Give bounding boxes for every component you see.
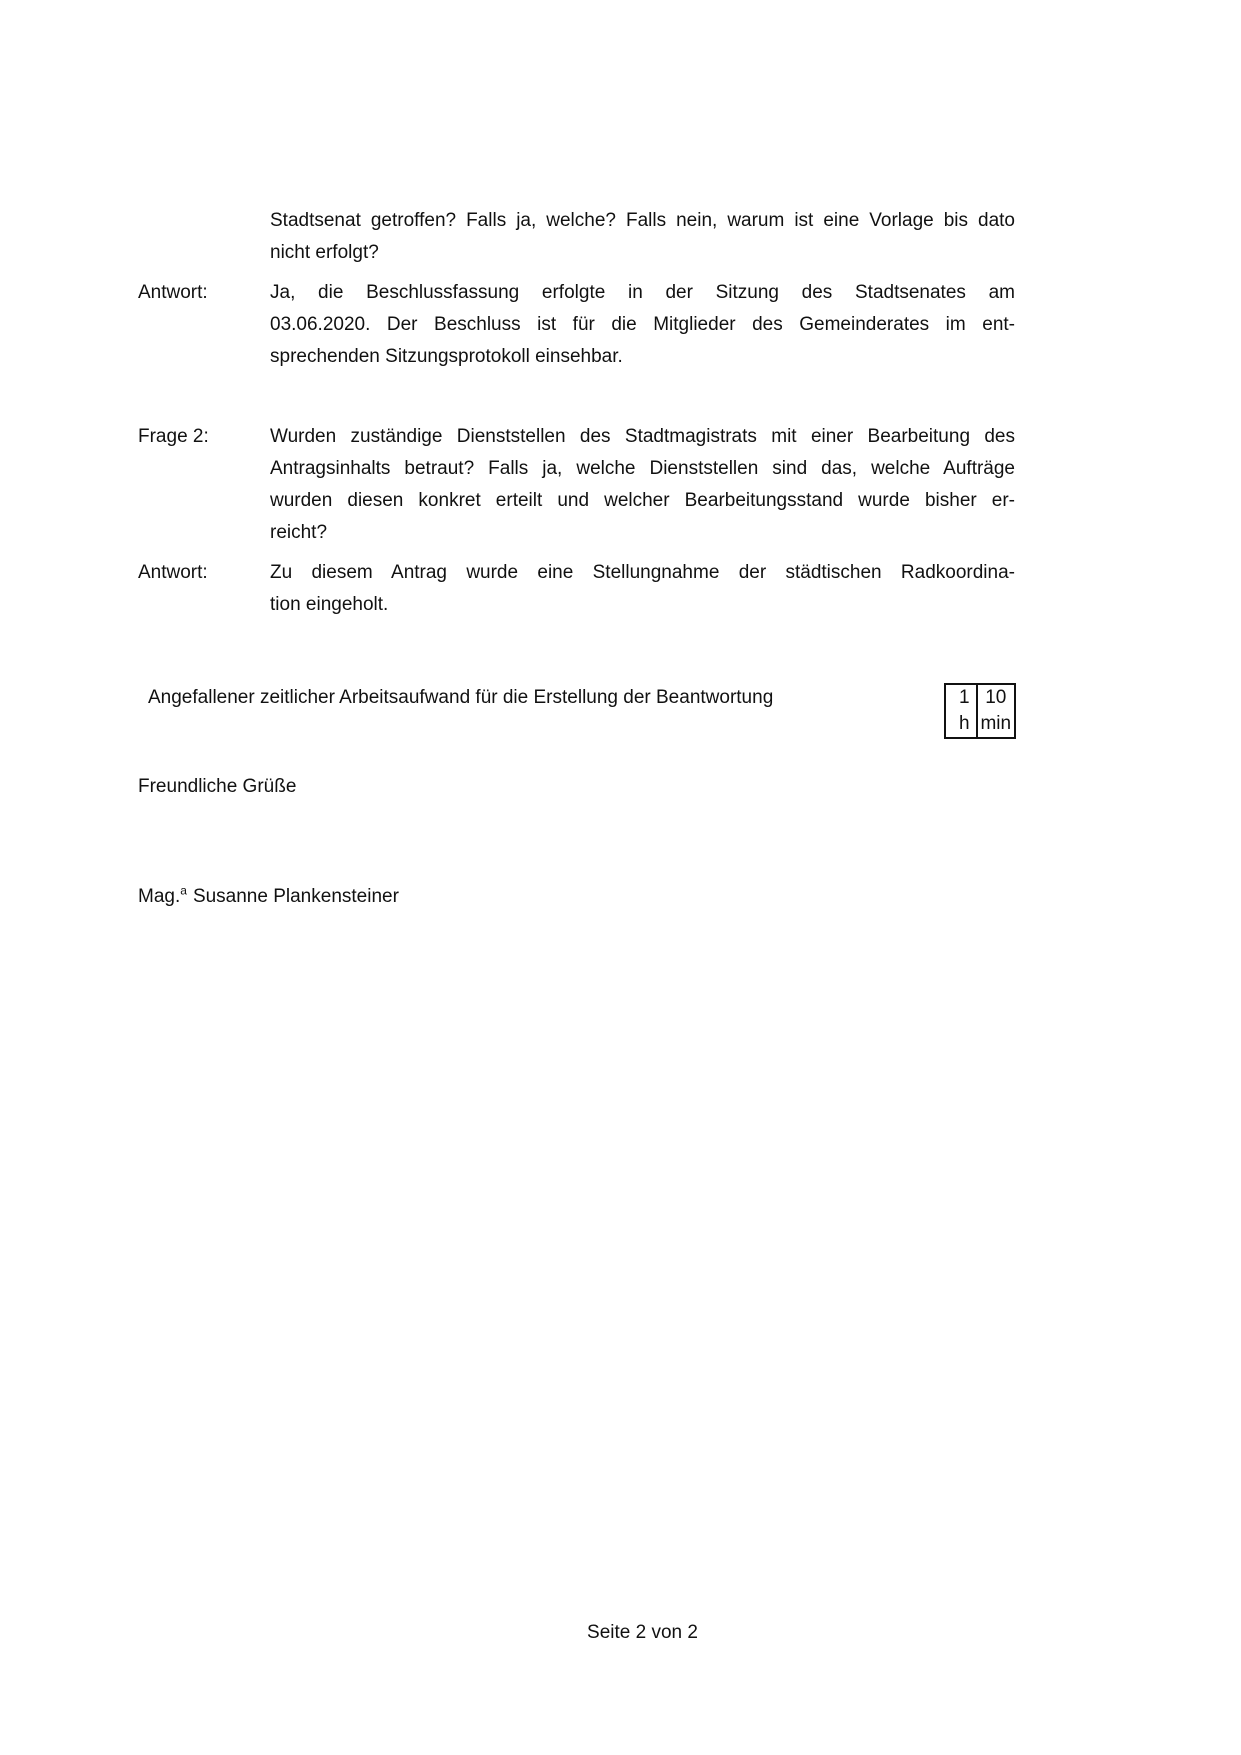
effort-table-row bbox=[945, 684, 1015, 738]
question1-continuation-block bbox=[138, 205, 1016, 269]
signature-name: Susanne Plankensteiner bbox=[192, 886, 399, 907]
text-line: 03.06.2020. Der Beschluss ist für die Mitglieder des Gemeinderates im ent- bbox=[270, 314, 1015, 335]
page-footer bbox=[270, 1617, 1015, 1649]
effort-hours-cell: 1 h bbox=[945, 684, 977, 738]
answer2-block bbox=[138, 557, 1016, 621]
document-content bbox=[138, 205, 1016, 913]
effort-label: Angefallener zeitlicher Arbeitsaufwand für die Erstellung der Beantwortung bbox=[148, 687, 774, 708]
signature-title-superscript: a bbox=[180, 883, 187, 898]
text-line: nicht erfolgt? bbox=[270, 242, 379, 263]
text-line: reicht? bbox=[270, 522, 328, 543]
question2-block bbox=[138, 421, 1016, 549]
text-line: Stadtsenat getroffen? Falls ja, welche? Falls nein, warum ist eine Vorlage bis dato bbox=[270, 210, 1015, 231]
text-line: Zu diesem Antrag wurde eine Stellungnahme der städtischen Radkoordina- bbox=[270, 562, 1015, 583]
text-line: Antragsinhalts betraut? Falls ja, welche Dienststellen sind das, welche Aufträge bbox=[270, 458, 1015, 479]
closing-salutation: Freundliche Grüße bbox=[138, 776, 297, 797]
text-line: wurden diesen konkret erteilt und welcher Bearbeitungsstand wurde bisher er- bbox=[270, 490, 1015, 511]
text-line: sprechenden Sitzungsprotokoll einsehbar. bbox=[270, 346, 623, 367]
text-line: Ja, die Beschlussfassung erfolgte in der Sitzung des Stadtsenates am bbox=[270, 282, 1015, 303]
signature-line bbox=[138, 881, 1016, 913]
effort-row bbox=[138, 683, 1016, 734]
effort-table bbox=[944, 683, 1016, 739]
text-line: Wurden zuständige Dienststellen des Stadtmagistrats mit einer Bearbeitung des bbox=[270, 426, 1015, 447]
answer2-text bbox=[270, 557, 1015, 621]
answer2-label: Antwort: bbox=[138, 562, 208, 583]
answer1-text bbox=[270, 277, 1015, 373]
signature-title: Mag. bbox=[138, 886, 181, 907]
answer1-label: Antwort: bbox=[138, 282, 208, 303]
text-line: tion eingeholt. bbox=[270, 594, 389, 615]
question1-continuation-text bbox=[270, 205, 1015, 269]
question2-label: Frage 2: bbox=[138, 426, 209, 447]
page-number: Seite 2 von 2 bbox=[587, 1622, 698, 1643]
effort-minutes-cell: 10 min bbox=[977, 684, 1015, 738]
question2-text bbox=[270, 421, 1015, 549]
answer1-block bbox=[138, 277, 1016, 373]
